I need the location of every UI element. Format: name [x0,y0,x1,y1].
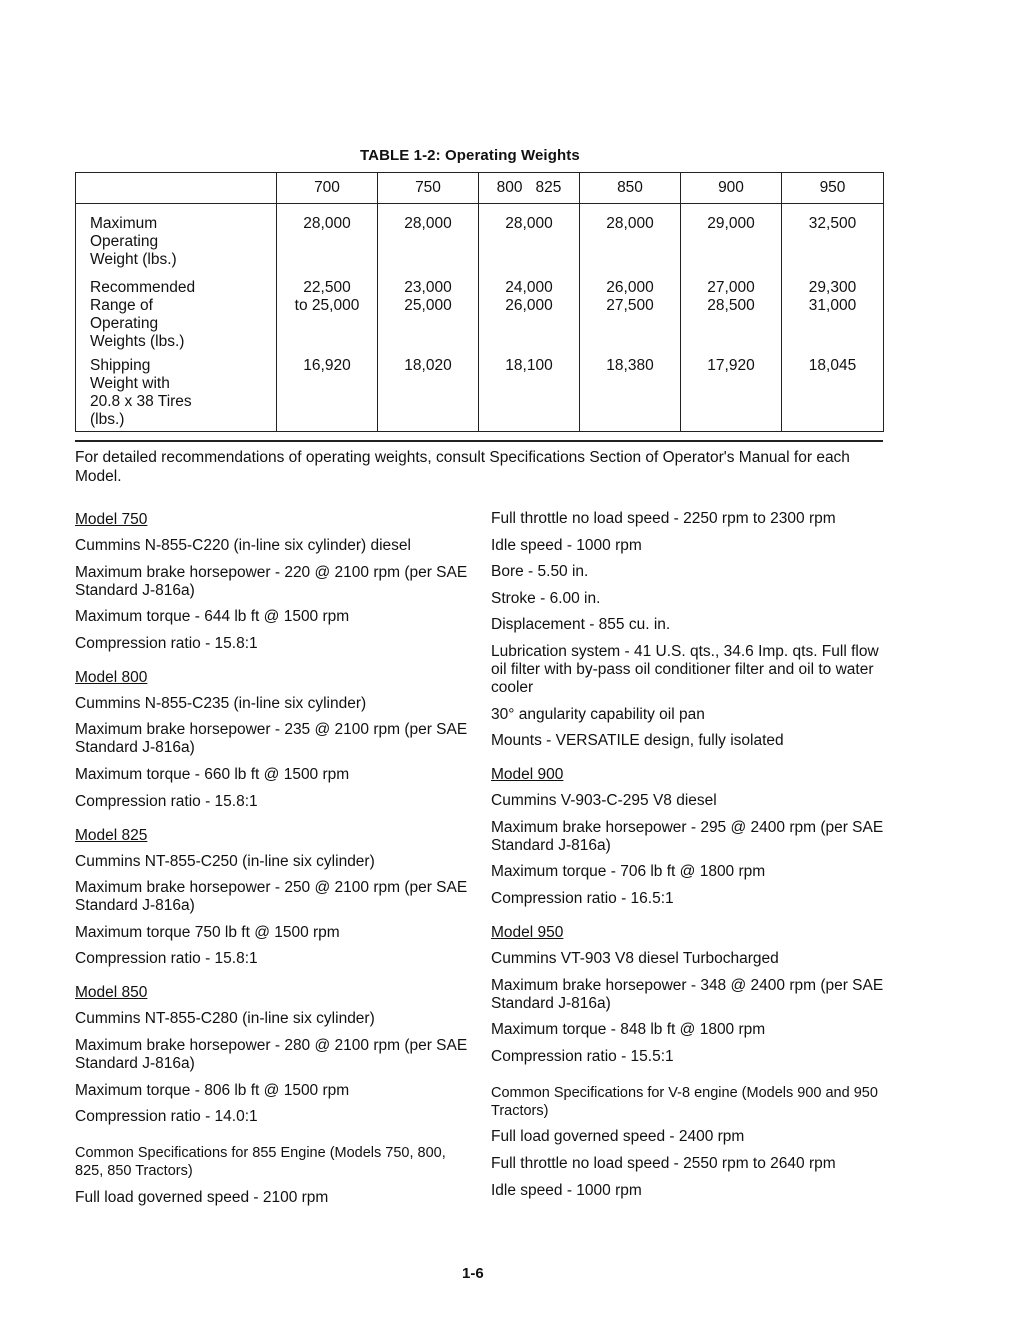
spec-line: Cummins NT-855-C280 (in-line six cylinder) [75,1010,375,1028]
table-cell [479,351,580,432]
spec-line: Maximum torque - 660 lb ft @ 1500 rpm [75,765,350,783]
spec-line: Cummins V-903-C-295 V8 diesel [491,792,717,810]
spec-line: Compression ratio - 15.5:1 [491,1047,674,1065]
row-label [76,351,277,432]
cell-value: 18,100 [505,357,553,374]
spec-line: Cummins N-855-C235 (in-line six cylinder) [75,694,367,712]
cell-value: 28,000 [606,215,654,232]
cell-value: 18,380 [606,357,654,374]
header-cell-model: 900 [681,173,782,204]
common-specs-heading: Common Specifications for V-8 engine (Models 900 and 950 Tractors) [491,1084,878,1119]
cell-value: 32,500 [808,215,857,232]
header-cell-model: 850 [580,173,681,204]
table-cell [277,204,378,270]
spec-line: Full load governed speed - 2400 rpm [491,1128,745,1146]
spec-line: Stroke - 6.00 in. [491,589,601,607]
operating-weights-table [75,172,884,432]
table-note: For detailed recommendations of operating weights, consult Specifications Section of Operator's Manual for each Model. [75,449,850,485]
table-cell [580,269,681,351]
model-heading: Model 950 [491,923,564,941]
spec-line: 30° angularity capability oil pan [491,705,705,723]
cell-value: 28,000 [404,215,452,232]
cell-value: 25,000 [404,297,452,314]
spec-line: Full load governed speed - 2100 rpm [75,1188,329,1206]
cell-value: 18,045 [808,357,857,374]
cell-value: 17,920 [707,357,755,374]
spec-line: Maximum brake horsepower - 280 @ 2100 rpm (per SAE Standard J-816a) [75,1036,468,1072]
cell-value: 24,000 [505,279,553,296]
spec-line: Maximum brake horsepower - 348 @ 2400 rpm (per SAE Standard J-816a) [491,976,884,1012]
cell-value: 26,000 [505,297,553,314]
header-cell-blank [76,173,277,204]
right-column [491,510,891,1208]
row-label [76,269,277,351]
header-cell-model: 800 825 [479,173,580,204]
spec-line: Maximum brake horsepower - 235 @ 2100 rpm (per SAE Standard J-816a) [75,721,468,757]
header-cell-model: 750 [378,173,479,204]
model-heading: Model 900 [491,766,564,784]
table-cell [580,351,681,432]
row-label-line: Recommended [90,279,196,296]
spec-line: Idle speed - 1000 rpm [491,536,642,554]
model-heading: Model 800 [75,668,148,686]
spec-line: Mounts - VERSATILE design, fully isolated [491,732,784,750]
table-cell [681,204,782,270]
spec-line: Maximum torque - 848 lb ft @ 1800 rpm [491,1021,766,1039]
table-row [76,351,884,432]
table-row [76,204,884,270]
table-title: TABLE 1-2: Operating Weights [360,147,580,164]
table-cell [378,269,479,351]
row-label-line: Weight with [90,375,170,392]
table-cell [479,204,580,270]
spec-line: Full throttle no load speed - 2250 rpm to 2300 rpm [491,510,836,527]
spec-line: Idle speed - 1000 rpm [491,1181,642,1199]
cell-value: 22,500 [303,279,351,296]
table-cell [277,269,378,351]
cell-value: 31,000 [808,297,857,314]
spec-line: Displacement - 855 cu. in. [491,616,671,634]
common-specs-heading: Common Specifications for 855 Engine (Models 750, 800, 825, 850 Tractors) [75,1145,446,1180]
cell-value: 29,300 [808,279,857,296]
row-label [76,204,277,270]
row-label-line: (lbs.) [90,411,125,428]
spec-line: Compression ratio - 15.8:1 [75,792,258,810]
table-cell [580,204,681,270]
cell-value: 27,500 [606,297,654,314]
cell-value: 29,000 [707,215,755,232]
page-number: 1-6 [462,1265,484,1282]
table-cell [378,351,479,432]
table-cell [681,269,782,351]
model-heading: Model 750 [75,511,148,528]
cell-value: to 25,000 [294,297,360,314]
cell-value: 28,500 [707,297,755,314]
spec-line: Maximum torque - 644 lb ft @ 1500 rpm [75,608,350,626]
table-cell [782,351,884,432]
table-header-row [76,173,884,204]
model-heading: Model 825 [75,826,148,844]
table-cell [277,351,378,432]
left-column [75,510,475,1215]
row-label-line: 20.8 x 38 Tires [90,393,192,410]
row-label-line: Operating [90,315,159,332]
cell-value: 16,920 [303,357,351,374]
spec-line: Full throttle no load speed - 2550 rpm to 2640 rpm [491,1154,836,1172]
cell-value: 23,000 [404,279,452,296]
row-label-line: Weight (lbs.) [90,251,177,268]
divider [75,440,883,442]
spec-line: Maximum brake horsepower - 250 @ 2100 rpm (per SAE Standard J-816a) [75,879,468,915]
spec-line: Compression ratio - 15.8:1 [75,950,258,968]
table-cell [479,269,580,351]
cell-value: 26,000 [606,279,654,296]
model-heading: Model 850 [75,984,148,1002]
spec-line: Compression ratio - 15.8:1 [75,634,258,652]
cell-value: 28,000 [505,215,553,232]
header-cell-model: 700 [277,173,378,204]
spec-line: Bore - 5.50 in. [491,563,589,581]
table-cell [782,204,884,270]
spec-line: Maximum brake horsepower - 295 @ 2400 rpm (per SAE Standard J-816a) [491,818,884,854]
spec-line: Maximum torque - 806 lb ft @ 1500 rpm [75,1081,350,1099]
row-label-line: Operating [90,233,159,250]
row-label-line: Weights (lbs.) [90,333,185,350]
cell-value: 18,020 [404,357,452,374]
cell-value: 27,000 [707,279,755,296]
spec-line: Lubrication system - 41 U.S. qts., 34.6 Imp. qts. Full flow oil filter with by-pass oil conditioner filter and oil to water cooler [491,642,879,696]
table-cell [782,269,884,351]
table-row [76,269,884,351]
spec-line: Cummins N-855-C220 (in-line six cylinder) diesel [75,537,411,554]
spec-line: Maximum torque - 706 lb ft @ 1800 rpm [491,863,766,881]
spec-line: Compression ratio - 14.0:1 [75,1108,258,1126]
row-label-line: Range of [90,297,153,314]
header-cell-model: 950 [782,173,884,204]
spec-line: Maximum brake horsepower - 220 @ 2100 rpm (per SAE Standard J-816a) [75,563,468,599]
table-cell [378,204,479,270]
spec-line: Cummins NT-855-C250 (in-line six cylinder) [75,852,375,870]
table-cell [681,351,782,432]
spec-line: Cummins VT-903 V8 diesel Turbocharged [491,949,779,967]
cell-value: 28,000 [303,215,351,232]
row-label-line: Maximum [90,215,158,232]
spec-line: Compression ratio - 16.5:1 [491,889,674,907]
row-label-line: Shipping [90,357,151,374]
spec-line: Maximum torque 750 lb ft @ 1500 rpm [75,923,340,941]
